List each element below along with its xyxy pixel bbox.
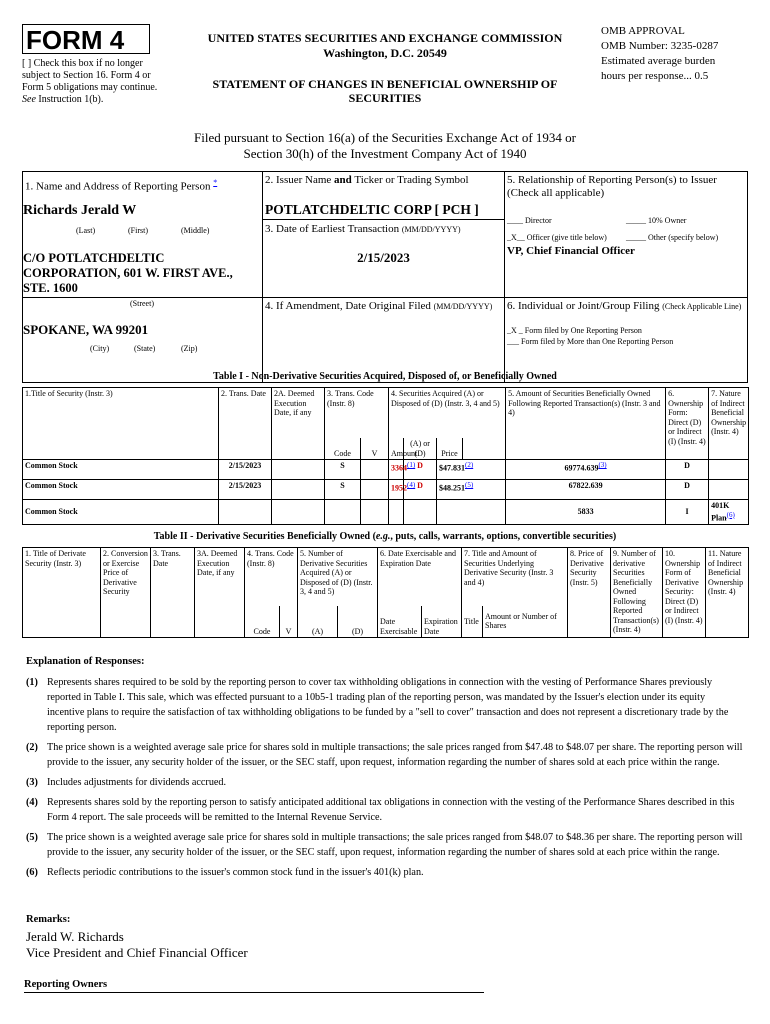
fn-num-1: (1) <box>26 677 38 688</box>
t1-r2-aord <box>404 500 437 525</box>
reporter-name: Richards Jerald W <box>23 203 137 218</box>
t1-r2-form: I <box>666 500 709 525</box>
table2-title <box>22 531 748 543</box>
table2-title-b: , puts, calls, warrants, options, convertible securities) <box>390 531 617 542</box>
t2-h-amount: Amount or Number of Shares <box>483 606 568 638</box>
amendment-label-text: 4. If Amendment, Date Original Filed <box>265 300 431 312</box>
t1-h-title: 1.Title of Security (Instr. 3) <box>23 388 219 460</box>
t1-h-code-sub: Code <box>325 438 361 460</box>
relationship-label-text: 5. Relationship of Reporting Person(s) to Issuer <box>507 174 717 186</box>
grid-hline-b <box>22 297 748 298</box>
t2-h-owned: 9. Number of derivative Securities Beneficially Owned Following Reported Transaction(s) (Instr. 4) <box>611 548 663 638</box>
t1-r2-owned: 5833 <box>506 500 666 525</box>
omb-burden-1: Estimated average burden <box>601 55 716 67</box>
table2 <box>22 547 749 638</box>
footer-rule <box>24 992 484 993</box>
fn-text-3: Includes adjustments for dividends accrued. <box>47 777 227 788</box>
t1-r0-owned-val: 69774.639 <box>564 463 599 473</box>
form-title: FORM 4 <box>22 24 150 54</box>
fn-num-5: (5) <box>26 832 38 843</box>
name-middle-caption: (Middle) <box>181 226 210 235</box>
t2-h-title-sub: Title <box>462 606 483 638</box>
remarks-line-2: Vice President and Chief Financial Officer <box>26 945 248 960</box>
relationship-label-sub: (Check all applicable) <box>507 187 605 199</box>
t1-r0-amount-fn[interactable]: (1) <box>407 461 416 469</box>
t1-r0-form: D <box>666 460 709 480</box>
issuer-label-a: 2. Issuer Name <box>265 174 332 186</box>
remarks-body <box>26 929 248 961</box>
table-row <box>23 500 749 525</box>
t1-r0-owned-fn[interactable]: (3) <box>598 461 607 469</box>
officer-option[interactable]: _X__ Officer (give title below) <box>507 233 607 242</box>
t1-r2-deemed <box>272 500 325 525</box>
ten-pct-option[interactable]: _____ 10% Owner <box>626 216 687 225</box>
t1-r1-date: 2/15/2023 <box>219 480 272 500</box>
explanation-list <box>26 675 744 885</box>
filed-line-1: Filed pursuant to Section 16(a) of the Securities Exchange Act of 1934 or <box>194 130 576 145</box>
reporting-owners-heading: Reporting Owners <box>24 979 108 990</box>
fn-text-6: Reflects periodic contributions to the issuer's common stock fund in the issuer's 401(k) plan. <box>47 867 424 878</box>
instruction-ref: Instruction 1(b). <box>38 94 104 105</box>
reporter-label <box>25 176 217 194</box>
t2-h-code: 4. Trans. Code (Instr. 8) <box>245 548 298 606</box>
t1-r2-price <box>437 500 506 525</box>
filing-one-option[interactable]: _X _ Form filed by One Reporting Person <box>507 326 642 335</box>
fn-text-1: Represents shares required to be sold by the reporting person to cover tax withholding obligations in connection with the vesting of Performance Shares previously reported in Table I. This sale, which was effected pursuant to a 10b5-1 trading plan of the reporting person, was mandated by the Issuer's election under its equity incentive plans to require the satisfaction of tax withholding obligations to be funded by a "sell to cover" transaction and does not represent a discretionary trade by the reporting person. <box>47 677 729 733</box>
list-item <box>26 795 744 825</box>
street-caption: (Street) <box>130 299 154 308</box>
t1-r1-price-fn[interactable]: (5) <box>465 481 474 489</box>
list-item <box>26 830 744 860</box>
reporter-label-text: 1. Name and Address of Reporting Person <box>25 180 211 193</box>
t1-r2-date <box>219 500 272 525</box>
zip-caption: (Zip) <box>181 344 198 353</box>
t1-r0-v <box>361 460 389 480</box>
omb-box <box>601 24 761 84</box>
issuer-name: POTLATCHDELTIC CORP [ PCH ] <box>265 202 479 217</box>
grid-hline-a <box>262 219 505 220</box>
t1-r0-price-fn[interactable]: (2) <box>465 461 474 469</box>
table-row <box>23 460 749 480</box>
t1-r0-price <box>437 460 506 480</box>
statement-title: STATEMENT OF CHANGES IN BENEFICIAL OWNERSHIP OF SECURITIES <box>212 77 558 105</box>
list-item <box>26 740 744 770</box>
omb-approval: OMB APPROVAL <box>601 25 685 37</box>
t2-h-a: (A) <box>298 606 338 638</box>
t1-r0-date: 2/15/2023 <box>219 460 272 480</box>
omb-burden-2: hours per response... 0.5 <box>601 70 709 82</box>
fn-num-3: (3) <box>26 777 38 788</box>
t1-r2-nature-val: 401K Plan <box>711 501 730 523</box>
t2-h-number: 5. Number of Derivative Securities Acquired (A) or Disposed of (D) (Instr. 3, 4 and 5) <box>298 548 378 606</box>
t1-h-owned: 5. Amount of Securities Beneficially Owned Following Reported Transaction(s) (Instr. 3 and 4) <box>506 388 666 460</box>
director-option[interactable]: ____ Director <box>507 216 552 225</box>
t2-h-underlying: 7. Title and Amount of Securities Underlying Derivative Security (Instr. 3 and 4) <box>462 548 568 606</box>
t1-r1-amount-val: 1952 <box>391 483 408 493</box>
grid-divider-1 <box>262 171 263 383</box>
t1-h-amount: Amount <box>389 438 404 460</box>
list-item <box>26 775 744 790</box>
t2-h-exercisable: 6. Date Exercisable and Expiration Date <box>378 548 462 606</box>
t1-r2-nature-fn[interactable]: (6) <box>726 510 735 519</box>
t1-h-date: 2. Trans. Date <box>219 388 272 460</box>
earliest-date: 2/15/2023 <box>357 250 410 265</box>
issuer-label-and: and <box>334 174 352 186</box>
t1-h-acquired: 4. Securities Acquired (A) or Disposed of (D) (Instr. 3, 4 and 5) <box>389 388 506 438</box>
filed-pursuant <box>100 130 670 162</box>
t1-r2-v <box>361 500 389 525</box>
filing-more-option[interactable]: ___ Form filed by More than One Reporting Person <box>507 337 674 346</box>
t1-h-v: V <box>361 438 389 460</box>
t1-r1-form: D <box>666 480 709 500</box>
t2-h-nature: 11. Nature of Indirect Beneficial Ownership (Instr. 4) <box>706 548 749 638</box>
t1-r2-title: Common Stock <box>23 500 219 525</box>
t1-h-deemed: 2A. Deemed Execution Date, if any <box>272 388 325 460</box>
t2-h-date: 3. Trans. Date <box>151 548 195 638</box>
t1-r1-amount-fn[interactable]: (4) <box>407 481 416 489</box>
t1-r2-nature <box>709 500 749 525</box>
filed-line-2: Section 30(h) of the Investment Company Act of 1940 <box>243 146 527 161</box>
t1-r1-nature <box>709 480 749 500</box>
t2-h-exp: Expiration Date <box>422 606 462 638</box>
t1-h-aord: (A) or (D) <box>404 438 437 460</box>
explanation-heading: Explanation of Responses: <box>26 656 145 667</box>
t1-r1-amount <box>389 480 416 500</box>
grid-divider-2 <box>504 171 505 383</box>
t1-r0-nature <box>709 460 749 480</box>
t2-h-deemed: 3A. Deemed Execution Date, if any <box>195 548 245 638</box>
earliest-date-label <box>265 223 461 236</box>
officer-title: VP, Chief Financial Officer <box>507 245 635 257</box>
t1-h-code: 3. Trans. Code (Instr. 8) <box>325 388 389 438</box>
t2-h-d: (D) <box>338 606 378 638</box>
issuer-label-b: Ticker or Trading Symbol <box>354 174 469 186</box>
fn-text-5: The price shown is a weighted average sale price for shares sold in multiple transactions; the sale prices ranged from $48.07 to $48.36 per share. The reporting person will provide to the issuer, any security holder of the issuer, or the SEC staff, upon request, information regarding the number of shares sold at each price within the range. <box>47 832 743 858</box>
t2-h-code-sub: Code <box>245 606 280 638</box>
table-row <box>23 480 749 500</box>
t1-r2-amount <box>389 500 404 525</box>
t1-r1-price <box>437 480 506 500</box>
omb-number: OMB Number: 3235-0287 <box>601 40 719 52</box>
other-option[interactable]: _____ Other (specify below) <box>626 233 719 242</box>
fn-num-6: (6) <box>26 867 38 878</box>
t2-h-v: V <box>280 606 298 638</box>
t1-r1-aord: D <box>404 480 437 500</box>
table2-title-a: Table II - Derivative Securities Beneficially Owned ( <box>153 531 376 542</box>
see-word: See <box>22 94 36 105</box>
t1-r1-code: S <box>325 480 361 500</box>
reporter-label-mark[interactable]: * <box>213 178 218 187</box>
remarks-heading: Remarks: <box>26 914 71 925</box>
t1-h-price: Price <box>437 438 463 460</box>
issuer-label <box>265 174 469 187</box>
amendment-format: (MM/DD/YYYY) <box>433 302 493 311</box>
t1-r1-price-val: $48.251 <box>439 483 466 493</box>
table1 <box>22 387 749 525</box>
fn-text-2: The price shown is a weighted average sale price for shares sold in multiple transactions; the sale prices ranged from $47.48 to $48.07 per share. The reporting person will provide to the issuer, any security holder of the issuer, or the SEC staff, upon request, information regarding the number of shares sold at each price within the range. <box>47 742 743 768</box>
name-first-caption: (First) <box>128 226 148 235</box>
t1-r1-title: Common Stock <box>23 480 219 500</box>
agency-city: Washington, D.C. 20549 <box>323 46 447 60</box>
filing-label <box>507 300 741 313</box>
remarks-line-1: Jerald W. Richards <box>26 929 124 944</box>
amendment-label <box>265 300 492 313</box>
city-caption: (City) <box>90 344 110 353</box>
t1-r0-owned <box>506 460 666 480</box>
earliest-date-format: (MM/DD/YYYY) <box>401 225 461 234</box>
t2-h-conversion: 2. Conversion or Exercise Price of Derivative Security <box>101 548 151 638</box>
list-item <box>26 865 744 880</box>
relationship-label <box>507 174 747 200</box>
t1-h-nature: 7. Nature of Indirect Beneficial Ownership (Instr. 4) <box>709 388 749 460</box>
t1-r0-price-val: $47.831 <box>439 463 466 473</box>
t1-r0-deemed <box>272 460 325 480</box>
t1-r0-code: S <box>325 460 361 480</box>
reporter-address: C/O POTLATCHDELTIC CORPORATION, 601 W. FIRST AVE., STE. 1600 <box>23 251 233 295</box>
table2-title-eg: e.g. <box>375 531 391 542</box>
t1-r1-owned: 67822.639 <box>506 480 666 500</box>
check-box-text: [ ] Check this box if no longer subject to Section 16. Form 4 or Form 5 obligations may continue. <box>22 58 158 93</box>
reporter-city-state-zip: SPOKANE, WA 99201 <box>23 322 149 337</box>
fn-num-2: (2) <box>26 742 38 753</box>
agency-name: UNITED STATES SECURITIES AND EXCHANGE COMMISSION <box>207 31 563 45</box>
filing-label-text: 6. Individual or Joint/Group Filing <box>507 300 660 312</box>
t2-h-title: 1. Title of Derivate Security (Instr. 3) <box>23 548 101 638</box>
t1-r1-deemed <box>272 480 325 500</box>
table1-title: Table I - Non-Derivative Securities Acquired, Disposed of, or Beneficially Owned <box>213 371 557 382</box>
t1-h-form: 6. Ownership Form: Direct (D) or Indirect (I) (Instr. 4) <box>666 388 709 460</box>
t1-r0-aord: D <box>404 460 437 480</box>
name-last-caption: (Last) <box>76 226 96 235</box>
check-box-note[interactable] <box>22 58 170 106</box>
list-item <box>26 675 744 735</box>
fn-text-4: Represents shares sold by the reporting person to satisfy anticipated additional tax obligations in connection with the vesting of the Performance Shares described in this Form 4 report. The sale proceeds will be remitted to the Internal Revenue Service. <box>47 797 735 823</box>
t1-r0-title: Common Stock <box>23 460 219 480</box>
t1-r1-v <box>361 480 389 500</box>
t1-r0-amount <box>389 460 416 480</box>
t2-h-form: 10. Ownership Form of Derivative Security: Direct (D) or Indirect (I) (Instr. 4) <box>663 548 706 638</box>
filing-label-small: (Check Applicable Line) <box>662 302 742 311</box>
t2-h-date-ex: Date Exercisable <box>378 606 422 638</box>
state-caption: (State) <box>134 344 156 353</box>
t2-h-price: 8. Price of Derivative Security (Instr. 5) <box>568 548 611 638</box>
t1-r0-amount-val: 3364 <box>391 463 408 473</box>
fn-num-4: (4) <box>26 797 38 808</box>
t1-r2-code <box>325 500 361 525</box>
earliest-date-label-text: 3. Date of Earliest Transaction <box>265 223 400 235</box>
